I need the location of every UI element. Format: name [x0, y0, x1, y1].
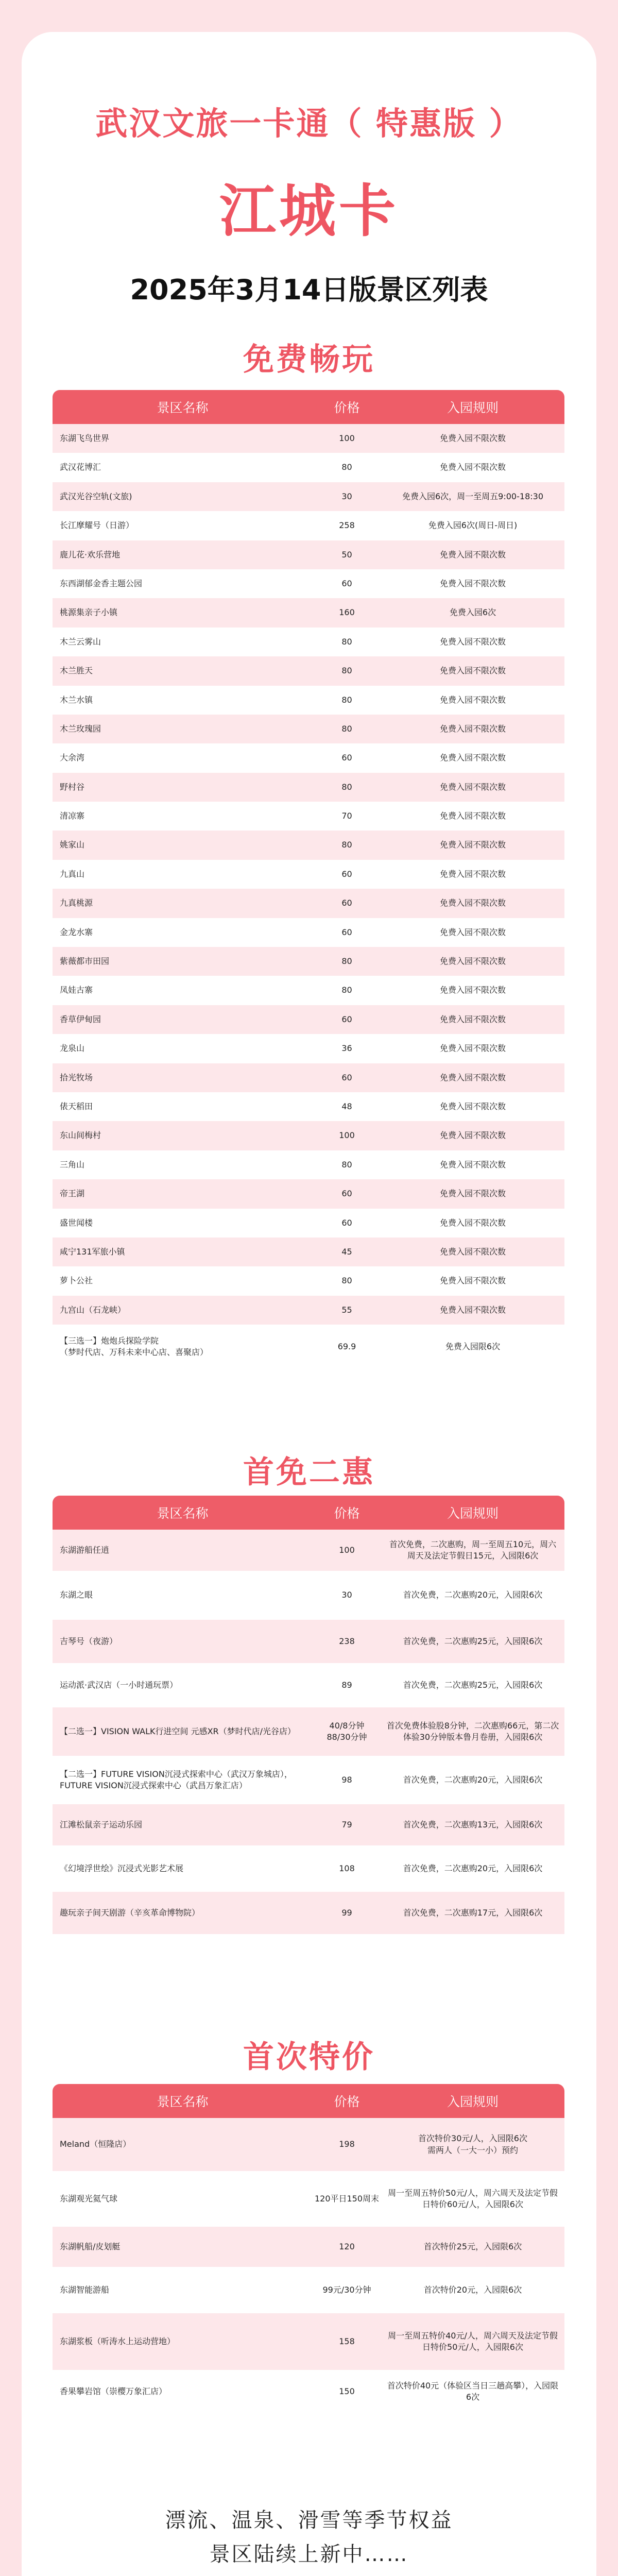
cell-price: 80 [341, 462, 352, 472]
table-row [53, 1707, 564, 1756]
table-row [53, 598, 564, 627]
col-price: 价格 [334, 2094, 360, 2109]
cell-price: 60 [341, 1217, 352, 1228]
cell-name: 东湖飞鸟世界 [60, 433, 110, 443]
col-name: 景区名称 [157, 400, 209, 415]
table-row [53, 1804, 564, 1845]
cell-rule: 免费入园不限次数 [439, 1276, 506, 1286]
cell-rule: 首次免费，二次惠购20元，入园限6次 [403, 1863, 543, 1873]
cell-price: 69.9 [337, 1341, 356, 1351]
cell-rule: 首次特价25元，入园限6次 [423, 2241, 522, 2251]
cell-name: 九真山 [60, 869, 85, 879]
table-row [53, 743, 564, 772]
table-row [53, 569, 564, 598]
table-row [53, 1530, 564, 1571]
cell-rule: 免费入园不限次数 [439, 985, 506, 995]
section-title-free: 免费畅玩 [243, 342, 375, 378]
table-row [53, 1845, 564, 1892]
cell-name: 吉琴号（夜游） [60, 1636, 118, 1646]
table-body [53, 424, 564, 1369]
cell-rule: 免费入园不限次数 [439, 840, 506, 850]
table-row [53, 947, 564, 976]
table-row [53, 540, 564, 569]
cell-rule: 免费入园6次(周日-周日) [428, 520, 518, 531]
table-row [53, 1325, 564, 1369]
cell-name: 东湖游船任逍 [60, 1545, 110, 1555]
table-row [53, 686, 564, 715]
cell-rule: 免费入园不限次数 [439, 753, 506, 763]
cell-price: 100 [339, 1545, 355, 1555]
cell-rule: 首次特价30元/人，入园限6次 需两人（一大一小）预约 [418, 2133, 527, 2155]
table-row [53, 831, 564, 859]
cell-name: 【二选一】FUTURE VISION沉浸式探索中心（武汉万象城店），FUTURE VISION沉浸式探索中心（武昌万象汇店） [60, 1769, 293, 1790]
cell-name: 木兰玫瑰园 [60, 723, 101, 734]
cell-rule: 免费入园不限次数 [439, 782, 506, 792]
table-row [53, 656, 564, 685]
col-rule: 入园规则 [447, 1506, 499, 1521]
cell-rule: 免费入园不限次数 [439, 1304, 506, 1315]
cell-name: 野村谷 [60, 782, 85, 792]
cell-rule: 免费入园不限次数 [439, 1043, 506, 1054]
cell-price: 80 [341, 840, 352, 850]
cell-rule: 免费入园不限次数 [439, 1130, 506, 1141]
table-row [53, 2370, 564, 2413]
cell-name: 九真桃源 [60, 898, 93, 908]
cell-rule: 免费入园不限次数 [439, 1072, 506, 1082]
table-row [53, 889, 564, 918]
cell-name: 趣玩亲子间天剧游（辛亥革命博物院） [60, 1907, 200, 1918]
cell-rule: 首次免费，二次惠购20元，入园限6次 [403, 1590, 543, 1600]
cell-price: 79 [341, 1819, 352, 1829]
table-row [53, 1571, 564, 1620]
cell-name: 鹿儿花·欢乐营地 [60, 549, 121, 560]
cell-name: 龙泉山 [60, 1043, 85, 1054]
cell-rule: 首次免费，二次惠购，周一至周五10元，周六周天及法定节假日15元，入园限6次 [389, 1539, 557, 1561]
cell-rule: 周一至周五特价40元/人，周六周天及法定节假日特价50元/人，入园限6次 [388, 2330, 558, 2352]
table-row [53, 802, 564, 831]
cell-price: 80 [341, 694, 352, 705]
cell-rule: 免费入园不限次数 [439, 578, 506, 588]
cell-rule: 免费入园6次，周一至周五9:00-18:30 [402, 491, 543, 501]
cell-name: 三角山 [60, 1159, 85, 1170]
cell-price: 158 [339, 2336, 355, 2346]
table-row [53, 2118, 564, 2171]
cell-price: 60 [341, 1189, 352, 1199]
table-header [53, 390, 564, 424]
col-price: 价格 [334, 1506, 360, 1521]
cell-name: 帝王湖 [60, 1189, 85, 1199]
cell-price: 80 [341, 1276, 352, 1286]
table-row [53, 1034, 564, 1063]
cell-price: 36 [341, 1043, 352, 1054]
cell-rule: 周一至周五特价50元/人，周六周天及法定节假日特价60元/人，入园限6次 [388, 2188, 558, 2209]
table-row [53, 1150, 564, 1179]
cell-price: 60 [341, 927, 352, 937]
table-first-free [53, 1496, 564, 1934]
cell-price: 60 [341, 1014, 352, 1024]
section-title-first-free: 首免二惠 [243, 1454, 375, 1490]
table-row [53, 918, 564, 947]
table-row [53, 453, 564, 482]
cell-rule: 首次免费，二次惠购17元，入园限6次 [403, 1907, 543, 1918]
cell-rule: 免费入园6次 [449, 607, 496, 618]
cell-name: Meland（恒隆店） [60, 2139, 131, 2149]
cell-rule: 免费入园不限次数 [439, 956, 506, 967]
table-row [53, 2267, 564, 2313]
cell-rule: 首次免费，二次惠购20元，入园限6次 [403, 1774, 543, 1785]
cell-rule: 首次免费，二次惠购13元，入园限6次 [403, 1819, 543, 1829]
table-row [53, 1892, 564, 1934]
cell-price: 80 [341, 636, 352, 647]
table-row [53, 2171, 564, 2227]
table-row [53, 511, 564, 540]
cell-name: 武汉花博汇 [60, 462, 101, 472]
cell-price: 99元/30分钟 [322, 2284, 371, 2295]
coming-soon-line2: 景区陆续上新中…… [209, 2543, 409, 2566]
cell-price: 80 [341, 1159, 352, 1170]
cell-rule: 免费入园不限次数 [439, 694, 506, 705]
cell-price: 80 [341, 956, 352, 967]
cell-name: 大余湾 [60, 753, 85, 763]
cell-price: 99 [341, 1907, 352, 1918]
cell-name: 《幻境浮世绘》沉浸式光影艺术展 [60, 1863, 184, 1873]
cell-name: 凤娃古寨 [60, 985, 93, 995]
cell-price: 258 [339, 520, 355, 531]
cell-name: 东湖观光氦气球 [60, 2193, 118, 2204]
cell-rule: 免费入园不限次数 [439, 898, 506, 908]
cell-price: 55 [341, 1304, 352, 1315]
cell-rule: 免费入园不限次数 [439, 636, 506, 647]
cell-rule: 免费入园不限次数 [439, 723, 506, 734]
cell-name: 东西湖郁金香主题公园 [60, 578, 143, 588]
cell-rule: 免费入园不限次数 [439, 927, 506, 937]
cell-price: 60 [341, 869, 352, 879]
table-row [53, 1005, 564, 1034]
cell-name: 姚家山 [60, 840, 85, 850]
table-row [53, 715, 564, 743]
cell-name: 东湖智能游船 [60, 2284, 110, 2295]
cell-price: 30 [341, 1590, 352, 1600]
cell-price: 80 [341, 666, 352, 676]
cell-price: 238 [339, 1636, 355, 1646]
table-row [53, 1238, 564, 1266]
col-rule: 入园规则 [447, 2094, 499, 2109]
cell-price: 160 [339, 607, 355, 618]
cell-price: 198 [339, 2139, 355, 2149]
cell-price: 98 [341, 1774, 352, 1785]
cell-name: 运动派·武汉店（一小时通玩票） [60, 1680, 178, 1690]
cell-price: 60 [341, 578, 352, 588]
cell-price: 80 [341, 985, 352, 995]
cell-name: 【二选一】VISION WALK行进空间 元感XR（梦时代店/光谷店） [60, 1726, 296, 1736]
cell-price: 108 [339, 1863, 355, 1873]
table-row [53, 1121, 564, 1150]
cell-rule: 免费入园不限次数 [439, 433, 506, 443]
cell-name: 东湖浆板（听涛水上运动营地） [60, 2336, 176, 2346]
table-row [53, 1756, 564, 1804]
cell-name: 清凉寨 [60, 811, 85, 821]
table-row [53, 1209, 564, 1238]
cell-price: 30 [341, 491, 352, 501]
cell-price: 50 [341, 549, 352, 560]
cell-name: 【三选一】炮炮兵探险学院 （梦时代店、万科未来中心店、喜聚店） [60, 1335, 209, 1358]
coming-soon-line1: 漂流、温泉、滑雪等季节权益 [165, 2509, 453, 2532]
table-row [53, 1266, 564, 1295]
cell-name: 木兰云雾山 [60, 636, 101, 647]
table-row [53, 2313, 564, 2370]
table-row [53, 860, 564, 889]
cell-name: 咸宁131军旅小镇 [60, 1246, 125, 1257]
cell-price: 89 [341, 1680, 352, 1690]
col-name: 景区名称 [157, 1506, 209, 1521]
cell-name: 木兰水镇 [60, 694, 93, 705]
cell-price: 100 [339, 433, 355, 443]
cell-rule: 首次免费体验股8分钟，二次惠购66元，第二次体验30分钟版本鲁月卷册，入园限6次 [386, 1720, 559, 1742]
cell-rule: 免费入园不限次数 [439, 1189, 506, 1199]
cell-name: 金龙水寨 [60, 927, 93, 937]
table-free [53, 390, 564, 1369]
table-row [53, 1620, 564, 1663]
list-version-title: 2025年3月14日版景区列表 [130, 274, 488, 306]
table-body [53, 1530, 564, 1934]
cell-name: 武汉光谷空轨(文旅) [60, 491, 132, 501]
cell-price: 48 [341, 1101, 352, 1111]
cell-price: 120 [339, 2241, 355, 2251]
table-row [53, 424, 564, 453]
cell-rule: 免费入园不限次数 [439, 1246, 506, 1257]
table-row [53, 1663, 564, 1707]
cell-name: 长江摩耀号（日游） [60, 520, 134, 531]
cell-rule: 免费入园不限次数 [439, 1159, 506, 1170]
cell-rule: 免费入园不限次数 [439, 1014, 506, 1024]
section-title-first-discount: 首次特价 [243, 2039, 375, 2075]
cell-price: 70 [341, 811, 352, 821]
cell-rule: 免费入园不限次数 [439, 869, 506, 879]
cell-rule: 免费入园限6次 [445, 1341, 501, 1351]
card-title: 武汉文旅一卡通（ 特惠版 ） [95, 105, 523, 142]
cell-name: 俵天稻田 [60, 1101, 93, 1111]
cell-name: 香草伊甸园 [60, 1014, 101, 1024]
cell-rule: 免费入园不限次数 [439, 666, 506, 676]
cell-name: 九宫山（石龙峡） [60, 1304, 126, 1315]
cell-name: 萝卜公社 [60, 1276, 93, 1286]
cell-price: 100 [339, 1130, 355, 1141]
col-name: 景区名称 [157, 2094, 209, 2109]
cell-rule: 免费入园不限次数 [439, 549, 506, 560]
table-row [53, 1092, 564, 1121]
table-row [53, 1179, 564, 1208]
cell-price: 80 [341, 782, 352, 792]
table-first-discount [53, 2084, 564, 2413]
cell-name: 东湖之眼 [60, 1590, 93, 1600]
table-row [53, 1063, 564, 1092]
cell-name: 江滩松鼠亲子运动乐园 [60, 1819, 143, 1829]
col-price: 价格 [334, 400, 360, 415]
cell-rule: 免费入园不限次数 [439, 1101, 506, 1111]
cell-name: 香果攀岩馆（崇樱万象汇店） [60, 2386, 167, 2396]
cell-rule: 首次免费，二次惠购25元，入园限6次 [403, 1680, 543, 1690]
cell-rule: 免费入园不限次数 [439, 462, 506, 472]
cell-rule: 免费入园不限次数 [439, 811, 506, 821]
card-name: 江城卡 [219, 178, 399, 244]
table-header [53, 1496, 564, 1530]
table-row [53, 482, 564, 511]
cell-name: 东湖帆船/皮划艇 [60, 2241, 121, 2251]
cell-price: 60 [341, 753, 352, 763]
table-body [53, 2118, 564, 2413]
cell-price: 120平日150周末 [314, 2193, 380, 2204]
cell-name: 紫薇都市田园 [60, 956, 110, 967]
table-header [53, 2084, 564, 2118]
table-row [53, 773, 564, 802]
cell-name: 拾光牧场 [60, 1072, 93, 1082]
cell-rule: 首次特价40元（体验区当日三趟高攀），入园限6次 [387, 2380, 559, 2402]
col-rule: 入园规则 [447, 400, 499, 415]
table-row [53, 2227, 564, 2267]
cell-name: 东山间梅村 [60, 1130, 101, 1141]
cell-name: 盛世闻楼 [60, 1217, 93, 1228]
cell-price: 60 [341, 1072, 352, 1082]
cell-rule: 首次特价20元，入园限6次 [423, 2284, 522, 2295]
cell-price: 40/8分钟 88/30分钟 [327, 1720, 367, 1742]
cell-price: 60 [341, 898, 352, 908]
table-row [53, 976, 564, 1005]
cell-rule: 首次免费，二次惠购25元，入园限6次 [403, 1636, 543, 1646]
table-row [53, 628, 564, 656]
cell-name: 桃源集亲子小镇 [60, 607, 118, 618]
cell-price: 80 [341, 723, 352, 734]
cell-price: 45 [341, 1246, 352, 1257]
table-row [53, 1296, 564, 1325]
cell-name: 木兰胜天 [60, 666, 93, 676]
cell-rule: 免费入园不限次数 [439, 1217, 506, 1228]
cell-price: 150 [339, 2386, 355, 2396]
